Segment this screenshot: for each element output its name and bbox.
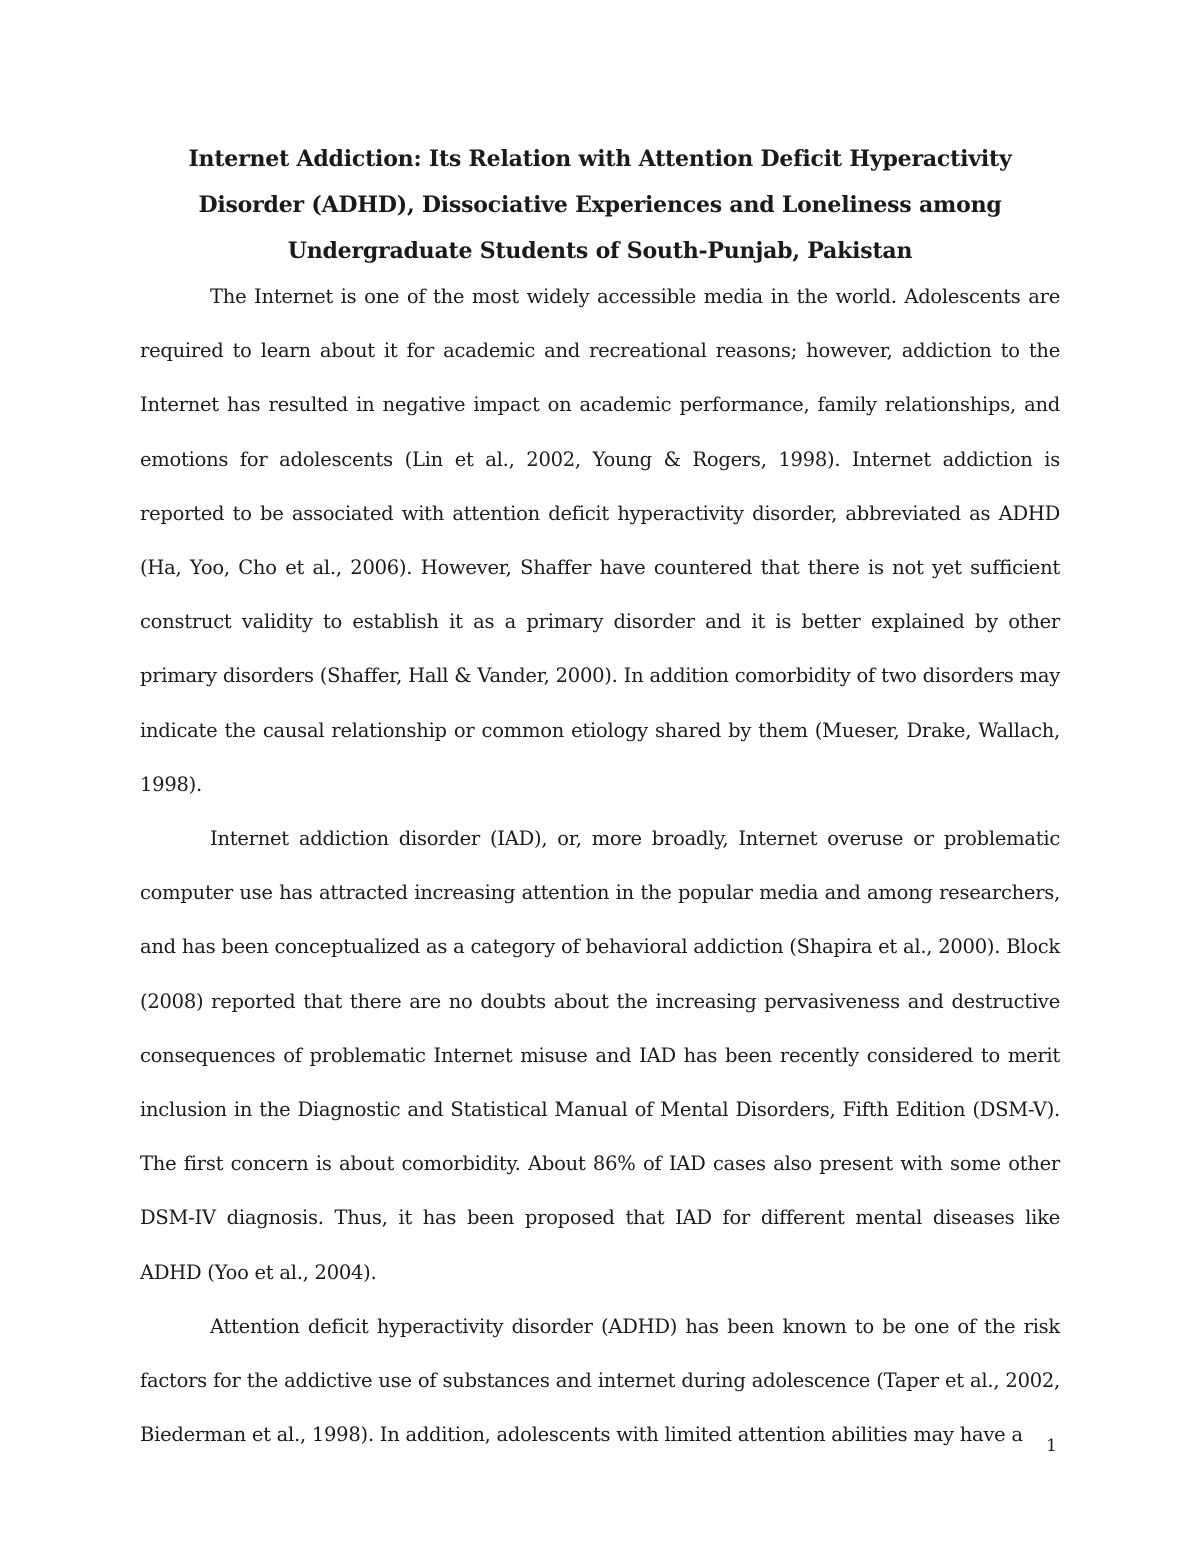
title-line-3: Undergraduate Students of South-Punjab, Pakistan [287,238,913,264]
paragraph-2: Internet addiction disorder (IAD), or, more broadly, Internet overuse or problematic computer use has attracted increasing attention in the popular media and among researchers, and has been conceptualized as a category of behavioral addiction (Shapira et al., 2000). Block (2008) reported that there are no doubts about the increasing pervasiveness and destructive consequences of problematic Internet misuse and IAD has been recently considered to merit inclusion in the Diagnostic and Statistical Manual of Mental Disorders, Fifth Edition (DSM-V). The first concern is about comorbidity. About 86% of IAD cases also present with some other DSM-IV diagnosis. Thus, it has been proposed that IAD for different mental diseases like ADHD (Yoo et al., 2004). [140,827,1060,1284]
title-line-1: Internet Addiction: Its Relation with Attention Deficit Hyperactivity [188,146,1012,172]
page-number: 1 [1046,1436,1057,1456]
paragraph-1: The Internet is one of the most widely accessible media in the world. Adolescents are required to learn about it for academic and recreational reasons; however, addiction to the Internet has resulted in negative impact on academic performance, family relationships, and emotions for adolescents (Lin et al., 2002, Young & Rogers, 1998). Internet addiction is reported to be associated with attention deficit hyperactivity disorder, abbreviated as ADHD (Ha, Yoo, Cho et al., 2006). However, Shaffer have countered that there is not yet sufficient construct validity to establish it as a primary disorder and it is better explained by other primary disorders (Shaffer, Hall & Vander, 2000). In addition comorbidity of two disorders may indicate the causal relationship or common etiology shared by them (Mueser, Drake, Wallach, 1998). [140,285,1060,796]
title-line-2: Disorder (ADHD), Dissociative Experiences and Loneliness among [198,192,1002,218]
paragraph-3: Attention deficit hyperactivity disorder (ADHD) has been known to be one of the risk factors for the addictive use of substances and internet during adolescence (Taper et al., 2002, Biederman et al., 1998). In addition, adolescents with limited attention abilities may have a [140,1314,1060,1447]
document-title [140,136,1060,274]
document-body [140,270,1060,1462]
